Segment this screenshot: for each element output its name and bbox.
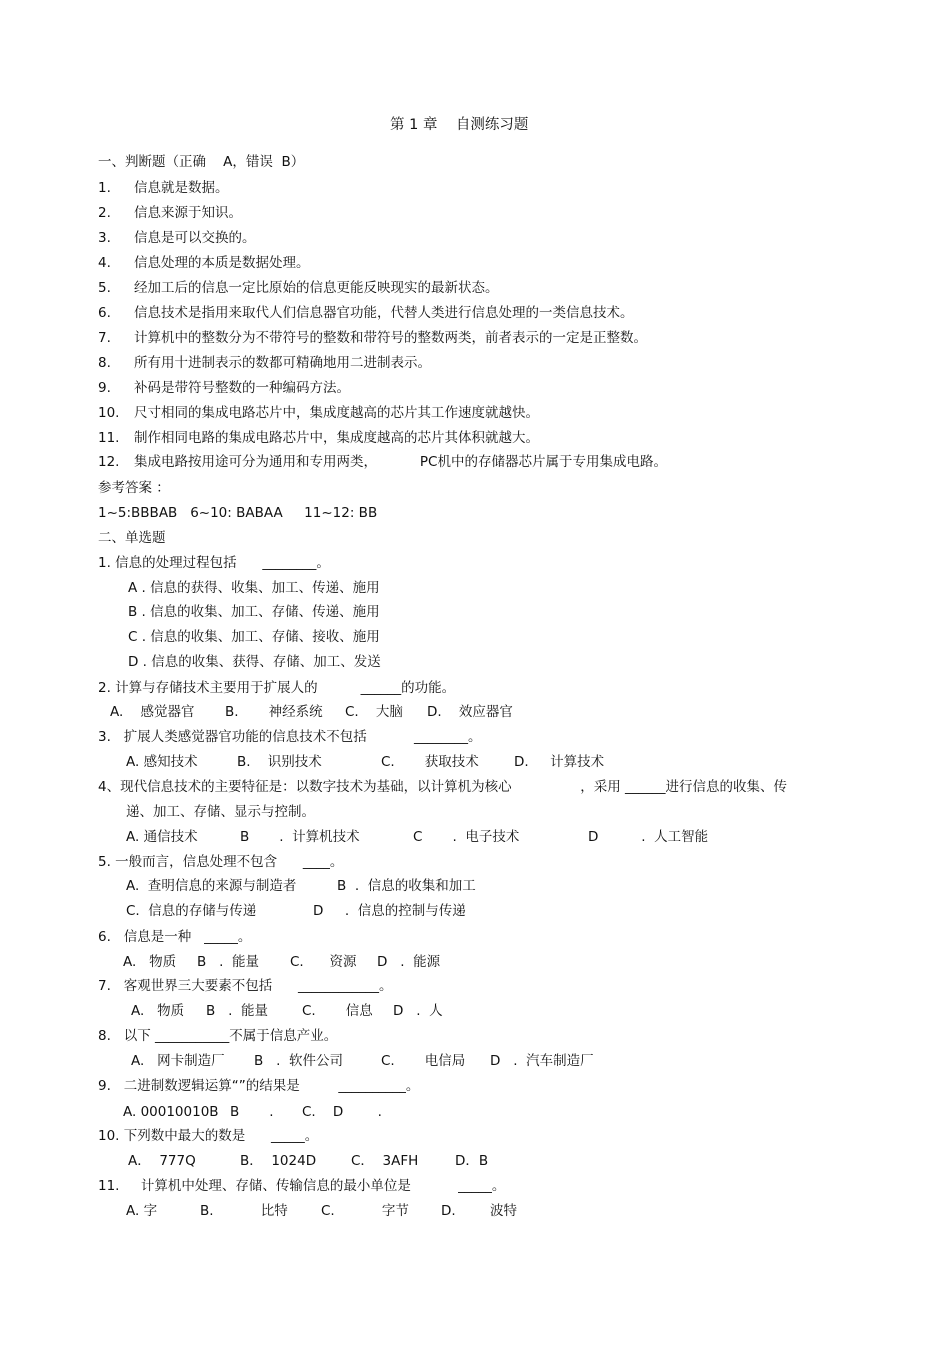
option: C． 3AFH [351,1153,419,1169]
question-stem: 5. 一般而言，信息处理不包含 ____。 [98,854,344,870]
option: A. 网卡制造厂 [131,1053,225,1069]
question-stem-continued: 递、加工、存储、显示与控制。 [126,804,315,820]
option: A. 感觉器官 [110,704,195,720]
question-stem: 9. 二进制数逻辑运算“”的结果是 __________。 [98,1078,420,1094]
option: C. 大脑 [345,704,403,720]
answer-label: 参考答案 ： [98,480,170,496]
option: B . 能量 [206,1003,269,1019]
item-number: 6. [98,305,111,321]
question-stem: 10. 下列数中最大的数是 _____。 [98,1128,319,1144]
item-number: 5. [98,280,111,296]
option: D．B [455,1153,489,1169]
page-title: 第 1 章 自测练习题 [390,117,529,133]
option: C. D . [302,1104,382,1120]
option: A. 查明信息的来源与制造者 [126,878,297,894]
item-number: 7. [98,330,111,346]
item-text: 所有用十进制表示的数都可精确地用二进制表示。 [134,355,431,371]
option: B . 计算机技术 [240,829,360,845]
option: A . 信息的获得、收集、加工、传递、施用 [128,580,380,596]
item-number: 9. [98,380,111,396]
question-stem: 11. 计算机中处理、存储、传输信息的最小单位是 _____。 [98,1178,506,1194]
item-text: 尺寸相同的集成电路芯片中，集成度越高的芯片其工作速度就越快。 [134,405,539,421]
option: C . 信息的收集、加工、存储、接收、施用 [128,629,380,645]
question-stem: 3. 扩展人类感觉器官功能的信息技术不包括 ________。 [98,729,482,745]
option: B . 软件公司 [254,1053,344,1069]
option: D . 信息的控制与传递 [313,903,466,919]
question-stem: 2. 计算与存储技术主要用于扩展人的 ______的功能。 [98,680,456,696]
question-stem: 6. 信息是一种 _____。 [98,929,252,945]
option: D . 人 [393,1003,443,1019]
option: D . 能源 [377,954,441,970]
option: B . 信息的收集和加工 [337,878,476,894]
item-text: 信息处理的本质是数据处理。 [134,255,310,271]
option: A. 物质 [123,954,177,970]
item-number: 4. [98,255,111,271]
section2-heading: 二、单选题 [98,530,166,546]
option: C. 字节 [321,1203,409,1219]
option: D . 信息的收集、获得、存储、加工、发送 [128,654,381,670]
item-number: 8. [98,355,111,371]
option: C. 资源 [290,954,357,970]
item-text: 补码是带符号整数的一种编码方法。 [134,380,350,396]
item-text: 集成电路按用途可分为通用和专用两类， PC机中的存储器芯片属于专用集成电路。 [134,454,667,470]
option: B. 比特 [200,1203,288,1219]
item-text: 信息技术是指用来取代人们信息器官功能，代替人类进行信息处理的一类信息技术。 [134,305,634,321]
option: C . 电子技术 [413,829,520,845]
option: C. 信息 [302,1003,373,1019]
option: B . 能量 [197,954,260,970]
item-number: 3. [98,230,111,246]
option: A. 字 [126,1203,158,1219]
option: B . 信息的收集、加工、存储、传递、施用 [128,604,380,620]
option: A. 物质 [131,1003,185,1019]
option: A. 00010010B [123,1104,219,1120]
option: C. 信息的存储与传递 [126,903,257,919]
option: A. 通信技术 [126,829,198,845]
option: D. 计算技术 [514,754,605,770]
item-text: 计算机中的整数分为不带符号的整数和带符号的整数两类，前者表示的一定是正整数。 [134,330,647,346]
option: B. 识别技术 [237,754,322,770]
item-number: 2. [98,205,111,221]
option: C. 获取技术 [381,754,479,770]
question-stem: 4、现代信息技术的主要特征是：以数字技术为基础，以计算机为核心 ，采用 ______进行信息的收集、传 [98,779,788,795]
option: B． 1024D [240,1153,317,1169]
option: B. 神经系统 [225,704,323,720]
item-text: 制作相同电路的集成电路芯片中，集成度越高的芯片其体积就越大。 [134,430,539,446]
option: C. 电信局 [381,1053,466,1069]
item-number: 12. [98,454,120,470]
question-stem: 1. 信息的处理过程包括 ________。 [98,555,330,571]
option: A. 感知技术 [126,754,198,770]
item-text: 信息是可以交换的。 [134,230,256,246]
item-number: 10. [98,405,120,421]
answer-key: 1~5:BBBAB 6~10: BABAA 11~12: BB [98,505,378,521]
option: D. 波特 [441,1203,518,1219]
option: D. 效应器官 [427,704,513,720]
question-stem: 8. 以下 ___________不属于信息产业。 [98,1028,338,1044]
item-text: 信息来源于知识。 [134,205,242,221]
option: D . 人工智能 [588,829,709,845]
item-text: 信息就是数据。 [134,180,229,196]
option: A． 777Q [128,1153,196,1169]
option: D . 汽车制造厂 [490,1053,594,1069]
question-stem: 7. 客观世界三大要素不包括 ____________。 [98,978,393,994]
section1-heading: 一、判断题（正确 A，错误 B） [98,154,305,170]
item-number: 1. [98,180,111,196]
option: B . [230,1104,274,1120]
item-text: 经加工后的信息一定比原始的信息更能反映现实的最新状态。 [134,280,499,296]
item-number: 11. [98,430,120,446]
